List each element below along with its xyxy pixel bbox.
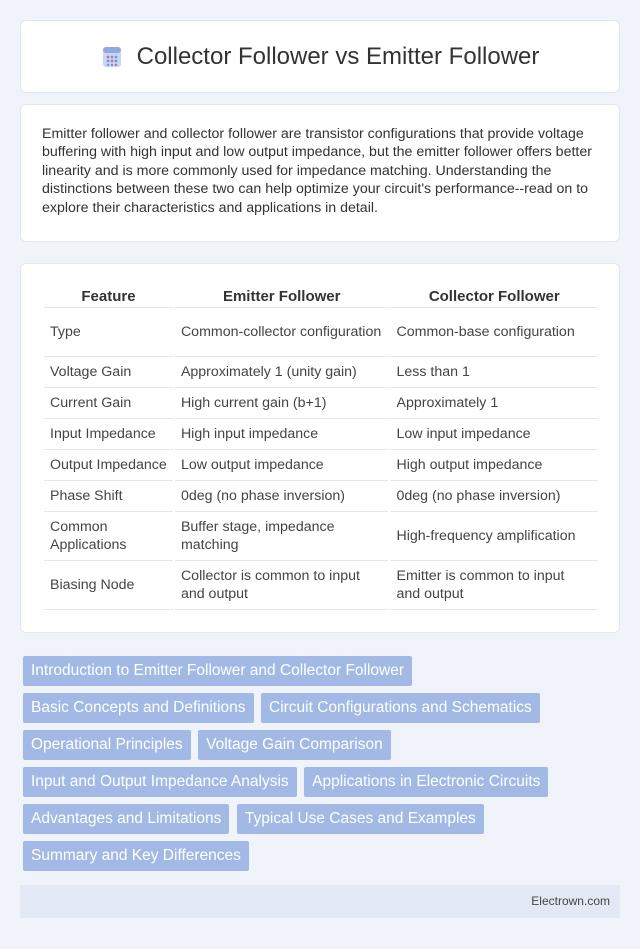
table-cell: High input impedance	[175, 419, 389, 450]
topic-link-use-cases[interactable]: Typical Use Cases and Examples	[237, 804, 484, 834]
header-feature: Feature	[44, 286, 173, 308]
topic-links	[23, 656, 613, 878]
topic-link-basic-concepts[interactable]: Basic Concepts and Definitions	[23, 693, 254, 723]
table-cell: Common-base configuration	[390, 308, 598, 357]
topic-link-summary[interactable]: Summary and Key Differences	[23, 841, 249, 871]
table-cell: Collector is common to input and output	[175, 561, 389, 610]
table-cell: Less than 1	[390, 357, 598, 388]
topic-link-applications[interactable]: Applications in Electronic Circuits	[304, 767, 548, 797]
table-cell: 0deg (no phase inversion)	[175, 481, 389, 512]
table-cell: Approximately 1	[390, 388, 598, 419]
title-card	[20, 20, 620, 93]
topic-link-voltage-gain[interactable]: Voltage Gain Comparison	[198, 730, 391, 760]
topic-link-advantages[interactable]: Advantages and Limitations	[23, 804, 229, 834]
header-emitter-follower: Emitter Follower	[175, 286, 389, 308]
table-cell: Input Impedance	[44, 419, 173, 450]
topic-link-introduction[interactable]: Introduction to Emitter Follower and Collector Follower	[23, 656, 412, 686]
table-row	[44, 481, 598, 512]
table-cell: Type	[44, 308, 173, 357]
table-cell: Approximately 1 (unity gain)	[175, 357, 389, 388]
header-collector-follower: Collector Follower	[390, 286, 598, 308]
table-row	[44, 512, 598, 561]
table-row	[44, 388, 598, 419]
table-cell: Voltage Gain	[44, 357, 173, 388]
table-cell: High-frequency amplification	[390, 512, 598, 561]
table-header-row	[44, 286, 598, 308]
table-cell: Current Gain	[44, 388, 173, 419]
table-row	[44, 357, 598, 388]
footer-brand[interactable]: Electrown.com	[531, 894, 610, 908]
table-cell: Output Impedance	[44, 450, 173, 481]
table-cell: Phase Shift	[44, 481, 173, 512]
table-cell: High current gain (b+1)	[175, 388, 389, 419]
intro-text: Emitter follower and collector follower are transistor configurations that provide voltage buffering with high input and low output impedance, but the emitter follower offers better linearity and is more commonly used for impedance matching. Understanding the distinctions between these two can help optimize your circuit's performance--read on to explore their characteristics and applications in detail.	[42, 126, 592, 216]
table-row	[44, 419, 598, 450]
page-title: Collector Follower vs Emitter Follower	[136, 42, 540, 70]
footer	[20, 885, 620, 918]
comparison-table	[42, 286, 600, 610]
table-row	[44, 308, 598, 357]
calculator-icon	[101, 46, 123, 68]
table-cell: Emitter is common to input and output	[390, 561, 598, 610]
table-cell: High output impedance	[390, 450, 598, 481]
table-row	[44, 561, 598, 610]
intro-card	[20, 104, 620, 242]
topic-link-circuit-configurations[interactable]: Circuit Configurations and Schematics	[261, 693, 540, 723]
table-cell: Common-collector configuration	[175, 308, 389, 357]
table-cell: Buffer stage, impedance matching	[175, 512, 389, 561]
table-cell: Low output impedance	[175, 450, 389, 481]
table-cell: Biasing Node	[44, 561, 173, 610]
comparison-table-card	[20, 263, 620, 633]
topic-link-operational-principles[interactable]: Operational Principles	[23, 730, 191, 760]
table-row	[44, 450, 598, 481]
topic-link-impedance-analysis[interactable]: Input and Output Impedance Analysis	[23, 767, 297, 797]
table-cell: Common Applications	[44, 512, 173, 561]
table-cell: 0deg (no phase inversion)	[390, 481, 598, 512]
table-cell: Low input impedance	[390, 419, 598, 450]
